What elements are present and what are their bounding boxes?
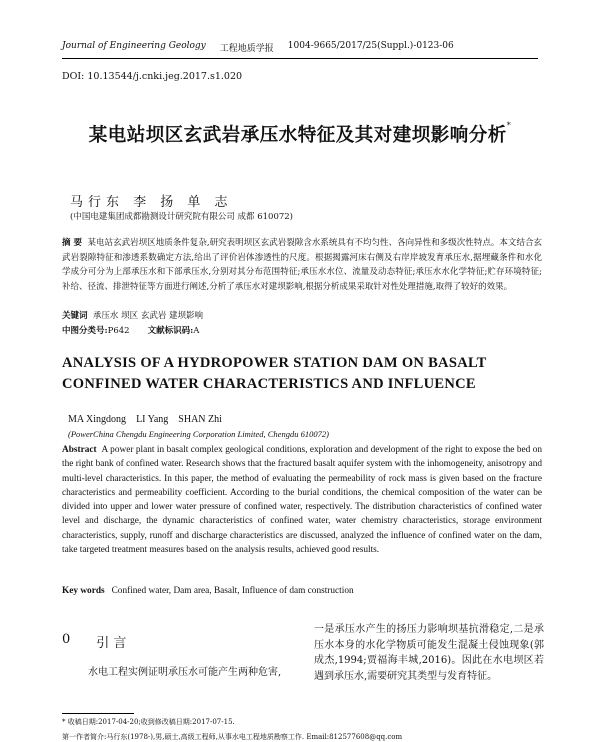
title-en: ANALYSIS OF A HYDROPOWER STATION DAM ON BASALT CONFINED WATER CHARACTERISTICS AND INFLUENCE	[62, 355, 487, 392]
section-number: 0	[62, 632, 71, 647]
header-rule	[62, 58, 538, 59]
body-right-column: 一是承压水产生的扬压力影响坝基抗滑稳定,二是承压水本身的水化学物质可能发生混凝土侵蚀现象(郭成杰,1994;贾福海丰城,2016)。因此在水电坝区若遇到承压水,需要研究其类型与发育特征。	[314, 624, 544, 682]
issue-info: 1004-9665/2017/25(Suppl.)-0123-06	[287, 41, 454, 51]
doc-code-value: A	[193, 326, 200, 336]
abstract-en-label: Abstract	[62, 445, 97, 455]
section-heading	[62, 632, 126, 651]
footnote-author: 第一作者简介:马行东(1978-),男,硕士,高级工程师,从事水电工程地质勘察工作. Email:812577608@qq.com	[62, 733, 403, 741]
doc-code-label: 文献标识码:	[147, 326, 194, 336]
clc-value: P642	[107, 326, 130, 336]
running-header	[62, 41, 538, 57]
abstract-en	[62, 443, 542, 557]
journal-name-cn: 工程地质学报	[219, 44, 274, 54]
author-en: LI Yang	[136, 414, 169, 425]
keywords-en	[62, 586, 542, 596]
title-cn	[0, 121, 600, 147]
abstract-cn	[62, 236, 542, 294]
title-cn-text: 某电站坝区玄武岩承压水特征及其对建坝影响分析	[88, 125, 507, 146]
affiliation-cn: (中国电建集团成都勘测设计研究院有限公司 成都 610072)	[70, 212, 293, 222]
abstract-en-text: A power plant in basalt complex geological conditions, exploration and development of the right to expose the bed on the right bank of confined water. Research shows that the fractured basalt aquifer system with the inhomogeneity, anisotropy and multi-level characteristics. In this paper, the method of evaluating the permeability of rock mass is given based on the fracture characteristics and permeability coefficient. According to the burial conditions, the chemical composition of the water can be divided into upper and lower water pressure of confined water, respectively. The distribution characteristics of confined water level and discharge, the dynamic characteristics of confined water, water chemistry characteristics, storage environment characteristics, supply, runoff and discharge characteristics are discussed, analyzed the influence of confined water on the dam, take targeted treatment measures based on the analysis results, achieved good results.	[62, 445, 543, 556]
author-en: SHAN Zhi	[178, 414, 222, 425]
classification-cn	[62, 324, 199, 336]
authors-cn: 马行东 李 扬 单 志	[70, 195, 233, 210]
keywords-en-text: Confined water, Dam area, Basalt, Influence of dam construction	[111, 586, 354, 596]
title-footnote-mark: *	[506, 121, 512, 130]
clc-label: 中图分类号:	[62, 326, 108, 336]
abstract-cn-text: 某电站玄武岩坝区地质条件复杂,研究表明坝区玄武岩裂隙含水系统具有不均匀性、各向异性和多级次性特点。本文结合玄武岩裂隙特征和渗透系数确定方法,给出了评价岩体渗透性的尺度。根据揭露河床右侧及右岸岸坡发育承压水,据埋藏条件和水化学成分可分为上部承压水和下部承压水,分别对其分布范围特征;承压水水位、流量及动态特征;承压水水化学特征;贮存环境特征;补给、径流、排泄特征等方面进行阐述,分析了承压水对建坝影响,根据分析成果采取针对性处理措施,取得了较好的效果。	[62, 238, 542, 292]
keywords-cn-text: 承压水 坝区 玄武岩 建坝影响	[92, 311, 204, 321]
affiliation-en: (PowerChina Chengdu Engineering Corporation Limited, Chengdu 610072)	[68, 429, 329, 439]
keywords-cn	[62, 310, 542, 323]
author-en: MA Xingdong	[68, 414, 127, 425]
journal-name-en: Journal of Engineering Geology	[62, 41, 206, 51]
footnote-received: * 收稿日期:2017-04-20;收到修改稿日期:2017-07-15.	[62, 718, 235, 726]
keywords-en-label: Key words	[62, 586, 105, 596]
section-title: 引 言	[96, 636, 127, 651]
body-left-column: 水电工程实例证明承压水可能产生两种危害,	[88, 667, 282, 678]
keywords-cn-label: 关键词	[62, 311, 88, 321]
abstract-cn-label: 摘 要	[62, 238, 83, 248]
doi: DOI: 10.13544/j.cnki.jeg.2017.s1.020	[62, 71, 243, 82]
authors-en	[68, 414, 222, 425]
footnote-rule	[62, 713, 134, 714]
